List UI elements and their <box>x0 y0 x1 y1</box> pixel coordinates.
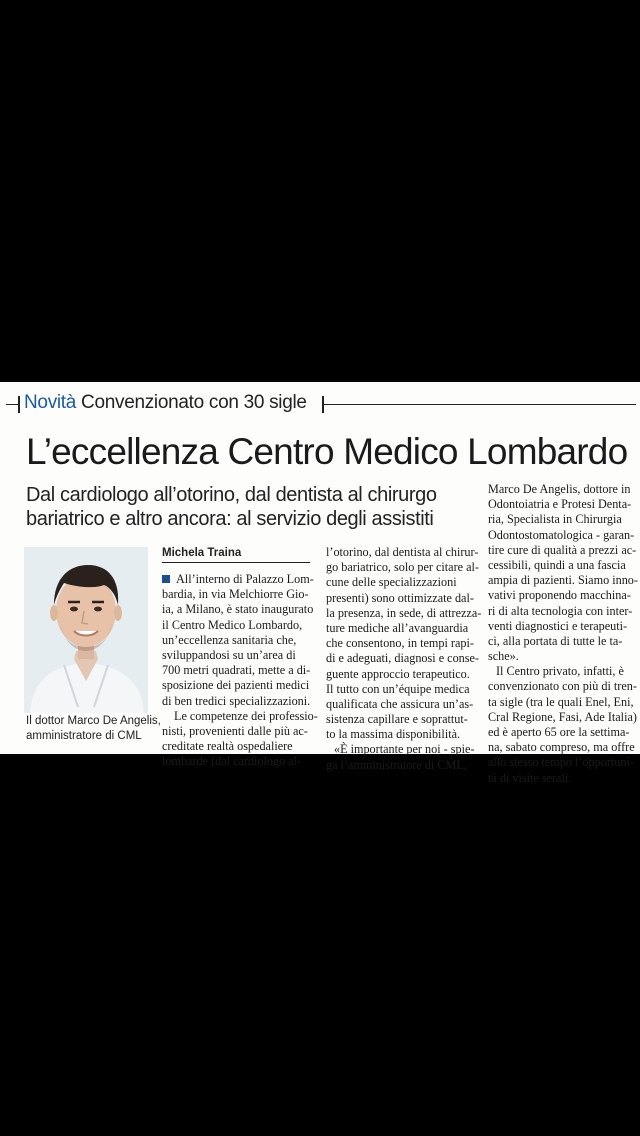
column-line: ture mediche all’avanguardia <box>326 620 469 635</box>
column-line: ta sigle (tra le quali Enel, Eni, <box>488 694 634 709</box>
column-line: la presenza, in sede, di attrezza- <box>326 605 482 620</box>
column-line: ampia di pazienti. Siamo inno- <box>488 573 638 588</box>
column-line: Il tutto con un’équipe medica <box>326 681 470 696</box>
column-line: 700 metri quadrati, mette a di- <box>162 663 311 678</box>
photo-caption <box>26 714 161 744</box>
column-line: Cral Regione, Fasi, Ade Italia) <box>488 709 637 724</box>
newspaper-clipping <box>0 382 640 785</box>
subheadline-line: bariatrico e altro ancora: al servizio degli assistiti <box>26 508 434 530</box>
column-line: Marco De Angelis, dottore in <box>488 482 631 496</box>
column-line: sche». <box>488 649 519 664</box>
column-line: sistenza capillare e soprattut- <box>326 712 468 727</box>
column-line: bardia, in via Melchiorre Gio- <box>162 587 309 602</box>
headline: L’eccellenza Centro Medico Lombardo <box>26 431 628 472</box>
article-column-3 <box>488 482 638 786</box>
column-line: Il Centro privato, infatti, è <box>496 664 624 679</box>
column-line: qualificata che assicura un’as- <box>326 696 474 711</box>
column-line: na, sabato compreso, ma offre <box>488 740 635 755</box>
column-line: ri di alta tecnologia con inter- <box>488 603 633 618</box>
kicker <box>0 392 640 418</box>
article-column-2 <box>326 545 482 773</box>
kicker-topic: Convenzionato con 30 sigle <box>81 392 307 413</box>
subheadline-line: Dal cardiologo all’otorino, dal dentista al chirurgo <box>26 484 437 506</box>
column-line: un’eccellenza sanitaria che, <box>162 632 297 647</box>
byline-rule <box>162 562 310 563</box>
column-line: ci, alla portata di tutte le ta- <box>488 633 623 648</box>
column-line: Le competenze dei professio- <box>174 708 318 723</box>
column-line: sviluppandosi su un’area di <box>162 647 296 662</box>
column-line: lombarde (dal cardiologo al- <box>162 754 302 769</box>
column-line: l’otorino, dal dentista al chirur- <box>326 545 479 559</box>
column-line: Odontostomatologica - garan- <box>488 527 635 542</box>
kicker-tick-left <box>18 396 20 413</box>
column-line: cessibili, quindi a una fascia <box>488 557 626 572</box>
column-line <box>162 572 312 587</box>
column-line: ga l’amministratore di CML, <box>326 757 467 772</box>
column-line: «È importante per noi - spie- <box>334 742 475 757</box>
kicker-text <box>24 392 307 414</box>
column-line: venti diagnostici e terapeuti- <box>488 618 628 633</box>
column-line: nisti, provenienti dalle più ac- <box>162 723 308 738</box>
column-line: vativi proponendo macchina- <box>488 588 631 603</box>
column-line: allo stesso tempo l’opportuni- <box>488 755 634 770</box>
column-line: ria, Specialista in Chirurgia <box>488 512 622 527</box>
column-line: cune delle specializzazioni <box>326 575 457 590</box>
column-line: di ben tredici specializzazioni. <box>162 693 311 708</box>
column-line: Odontoiatria e Protesi Denta- <box>488 497 632 512</box>
column-line: go bariatrico, solo per citare al- <box>326 560 479 575</box>
column-line: ed è aperto 65 ore la settima- <box>488 725 630 739</box>
subheadline <box>26 483 486 531</box>
article-column-1 <box>162 572 318 769</box>
caption-line: Il dottor Marco De Angelis, <box>26 715 161 727</box>
caption-line: amministratore di CML <box>26 730 142 742</box>
kicker-rule-right <box>324 404 636 405</box>
portrait-illustration <box>24 547 148 713</box>
column-line: sposizione dei pazienti medici <box>162 678 310 693</box>
column-line: convenzionato con più di tren- <box>488 679 637 694</box>
byline: Michela Traina <box>162 547 242 559</box>
column-line-text: All’interno di Palazzo Lom- <box>176 572 314 586</box>
column-line: di e adeguati, diagnosi e conse- <box>326 651 479 666</box>
column-line: presenti) sono ottimizzate dal- <box>326 590 474 605</box>
column-line: tire cure di qualità a prezzi ac- <box>488 542 637 557</box>
column-line: tà di visite serali. <box>488 770 572 785</box>
column-line: to la massima disponibilità. <box>326 727 461 742</box>
kicker-section: Novità <box>24 392 77 413</box>
column-line: ia, a Milano, è stato inaugurato <box>162 602 314 617</box>
column-line: creditate realtà ospedaliere <box>162 739 293 754</box>
section-marker-icon <box>162 575 170 583</box>
column-line: che consentono, in tempi rapi- <box>326 636 474 651</box>
column-line: guente approccio terapeutico. <box>326 666 470 681</box>
column-line: il Centro Medico Lombardo, <box>162 617 303 632</box>
portrait-photo <box>24 547 148 713</box>
